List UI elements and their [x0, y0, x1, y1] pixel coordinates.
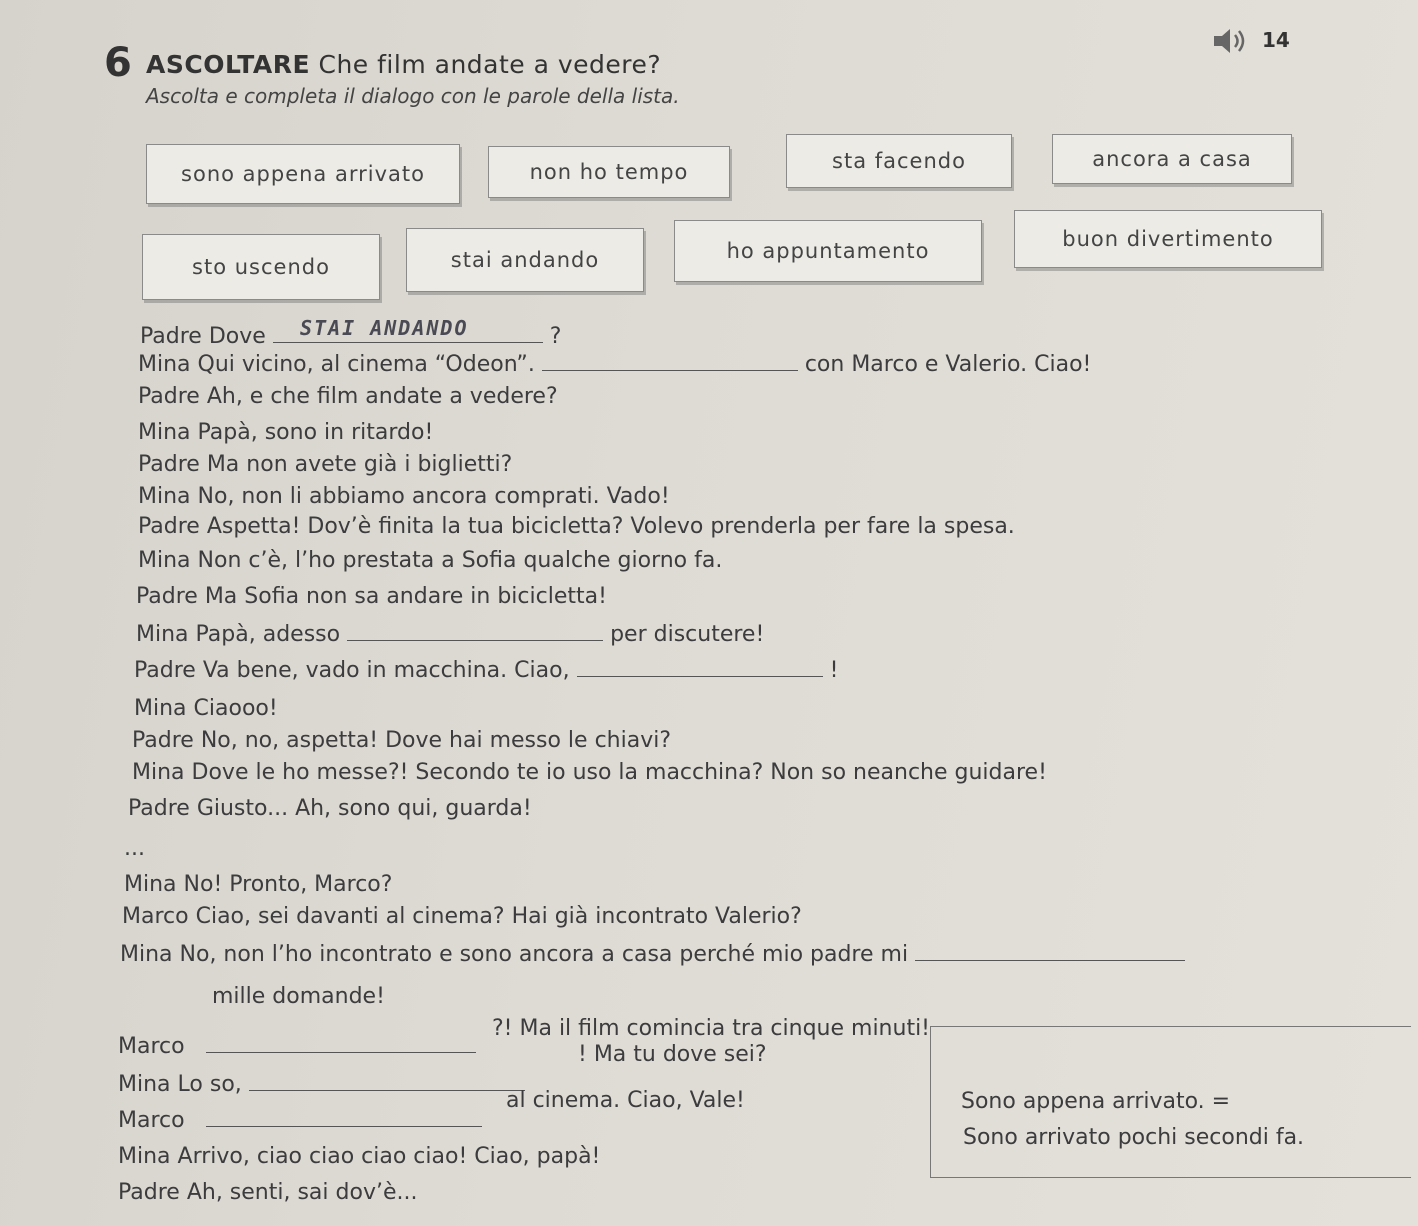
- speaker-label: Padre: [118, 1180, 180, 1205]
- line-text-after: al cinema. Ciao, Vale!: [506, 1088, 745, 1113]
- answer-blank-2[interactable]: [542, 348, 798, 371]
- line-text: Ma non avete già i biglietti?: [206, 452, 513, 477]
- line-text: Ma Sofia non sa andare in bicicletta!: [204, 584, 607, 609]
- line-text: Arrivo, ciao ciao ciao ciao! Ciao, papà!: [177, 1144, 601, 1169]
- line-text-after: ! Ma tu dove sei?: [578, 1042, 767, 1067]
- answer-blank-8[interactable]: [206, 1104, 482, 1127]
- line-text-after: ?: [549, 324, 562, 349]
- exercise-keyword: ASCOLTARE: [146, 50, 311, 79]
- note-line-2: Sono arrivato pochi secondi fa.: [963, 1125, 1305, 1150]
- answer-blank-5[interactable]: [915, 938, 1185, 961]
- line-text-before: Lo so,: [177, 1072, 242, 1097]
- word-box-4: ancora a casa: [1052, 134, 1292, 184]
- dialogue-line-3: [138, 384, 558, 409]
- speaker-label: Mina: [124, 872, 177, 897]
- dialogue-ellipsis: ...: [124, 836, 145, 861]
- dialogue-line-22: [118, 1144, 600, 1169]
- speaker-label: Padre: [136, 584, 198, 609]
- speaker-label: Mina: [138, 352, 191, 377]
- dialogue-line-18-continuation: mille domande!: [212, 984, 385, 1009]
- line-text-before: Qui vicino, al cinema “Odeon”.: [197, 352, 535, 377]
- line-text-after: con Marco e Valerio. Ciao!: [804, 352, 1092, 377]
- speaker-label: Mina: [118, 1144, 171, 1169]
- line-text: Giusto... Ah, sono qui, guarda!: [196, 796, 532, 821]
- line-text: Ciao, sei davanti al cinema? Hai già incontrato Valerio?: [195, 904, 802, 929]
- dialogue-line-19: [118, 1030, 476, 1059]
- line-text: No, no, aspetta! Dove hai messo le chiavi?: [200, 728, 672, 753]
- speaker-label: Padre: [138, 452, 200, 477]
- handwritten-answer-1: STAI ANDANDO: [300, 316, 469, 340]
- speaker-label: Mina: [136, 622, 189, 647]
- word-box-1: sono appena arrivato: [146, 144, 460, 204]
- line-text-after: ?! Ma il film comincia tra cinque minuti!: [492, 1016, 931, 1041]
- speaker-label: Mina: [138, 420, 191, 445]
- line-text: Papà, sono in ritardo!: [197, 420, 434, 445]
- dialogue-line-20: [118, 1068, 525, 1097]
- line-text-before: Papà, adesso: [195, 622, 341, 647]
- dialogue-line-9: [136, 584, 607, 609]
- dialogue-line-18: [120, 938, 1185, 967]
- line-text: Ah, e che film andate a vedere?: [206, 384, 558, 409]
- dialogue-line-14: [132, 760, 1047, 785]
- dialogue-line-8: [138, 548, 722, 573]
- line-text: Non c’è, l’ho prestata a Sofia qualche giorno fa.: [197, 548, 723, 573]
- speaker-label: Marco: [122, 904, 189, 929]
- word-box-6: stai andando: [406, 228, 644, 292]
- speaker-label: Padre: [138, 514, 200, 539]
- word-box-2: non ho tempo: [488, 146, 730, 198]
- dialogue-line-7: [138, 514, 1015, 539]
- exercise-title: [146, 50, 661, 79]
- line-text: Ciaooo!: [193, 696, 278, 721]
- speaker-label: Mina: [134, 696, 187, 721]
- line-text: Dove le ho messe?! Secondo te io uso la macchina? Non so neanche guidare!: [191, 760, 1047, 785]
- speaker-label: Padre: [128, 796, 190, 821]
- dialogue-line-2: [138, 348, 1091, 377]
- speaker-icon[interactable]: [1208, 26, 1252, 60]
- speaker-label: Padre: [132, 728, 194, 753]
- dialogue-line-16: [124, 872, 392, 897]
- dialogue-line-4: [138, 420, 433, 445]
- exercise-title-text: Che film andate a vedere?: [318, 50, 662, 79]
- answer-blank-7[interactable]: [249, 1068, 525, 1091]
- dialogue-line-10: [136, 618, 764, 647]
- speaker-label: Padre: [134, 658, 196, 683]
- line-text-before: No, non l’ho incontrato e sono ancora a casa perché mio padre mi: [179, 942, 909, 967]
- speaker-label: Mina: [138, 484, 191, 509]
- note-line-1: Sono appena arrivato. =: [961, 1089, 1231, 1114]
- speaker-label: Padre: [138, 384, 200, 409]
- line-text-before: Dove: [208, 324, 266, 349]
- exercise-instruction: Ascolta e completa il dialogo con le parole della lista.: [146, 84, 680, 108]
- dialogue-line-6: [138, 484, 670, 509]
- line-text-before: Va bene, vado in macchina. Ciao,: [202, 658, 570, 683]
- line-text-after: !: [829, 658, 839, 683]
- dialogue-line-11: [134, 654, 838, 683]
- speaker-label: Mina: [138, 548, 191, 573]
- answer-blank-4[interactable]: [577, 654, 823, 677]
- line-text: No, non li abbiamo ancora comprati. Vado!: [197, 484, 670, 509]
- speaker-label: Padre: [140, 324, 202, 349]
- grammar-note-box: [930, 1026, 1411, 1178]
- dialogue-line-13: [132, 728, 671, 753]
- exercise-number: 6: [104, 40, 132, 86]
- word-box-8: buon divertimento: [1014, 210, 1322, 268]
- speaker-label: Marco: [118, 1108, 185, 1133]
- word-box-7: ho appuntamento: [674, 220, 982, 282]
- line-text: Ah, senti, sai dov’è...: [186, 1180, 418, 1205]
- line-text: No! Pronto, Marco?: [183, 872, 393, 897]
- dialogue-line-15: [128, 796, 532, 821]
- answer-blank-6[interactable]: [206, 1030, 476, 1053]
- speaker-label: Mina: [132, 760, 185, 785]
- dialogue-line-21: [118, 1104, 482, 1133]
- speaker-label: Marco: [118, 1034, 185, 1059]
- dialogue-line-5: [138, 452, 512, 477]
- dialogue-line-17: [122, 904, 802, 929]
- speaker-label: Mina: [120, 942, 173, 967]
- speaker-label: Mina: [118, 1072, 171, 1097]
- word-box-5: sto uscendo: [142, 234, 380, 300]
- line-text-after: per discutere!: [610, 622, 765, 647]
- dialogue-line-12: [134, 696, 278, 721]
- dialogue-line-23: [118, 1180, 417, 1205]
- answer-blank-3[interactable]: [347, 618, 603, 641]
- line-text: Aspetta! Dov’è finita la tua bicicletta? Volevo prenderla per fare la spesa.: [206, 514, 1015, 539]
- track-number: 14: [1262, 28, 1290, 52]
- word-box-3: sta facendo: [786, 134, 1012, 188]
